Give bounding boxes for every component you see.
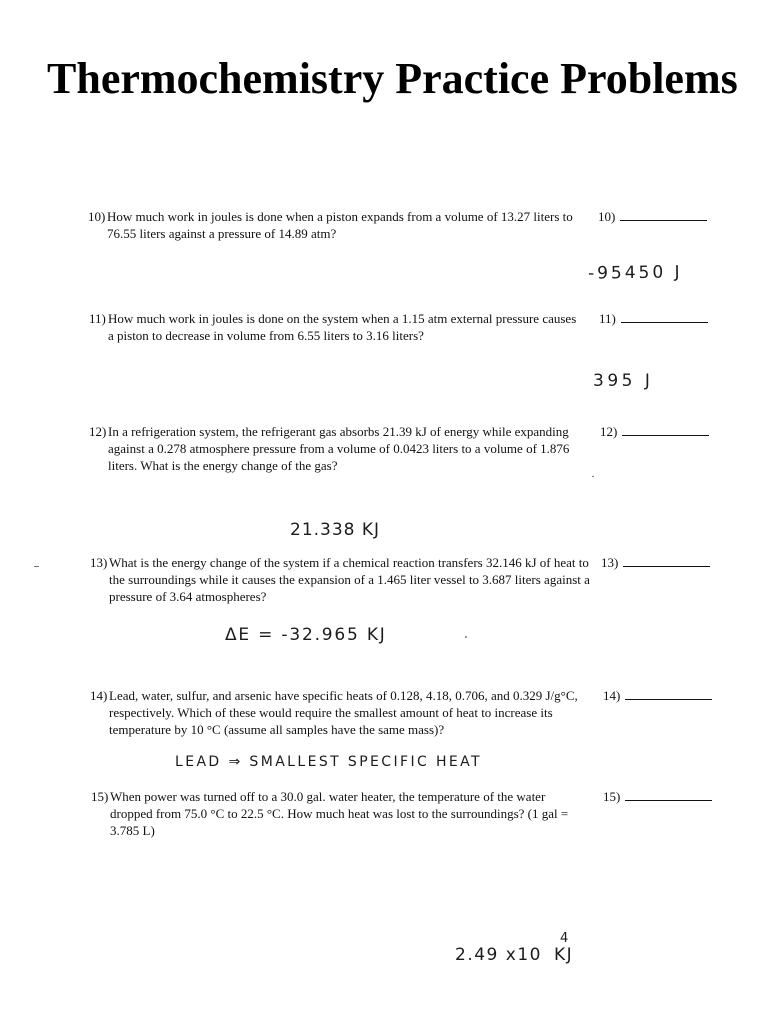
problem-14 <box>90 687 578 738</box>
handwritten-answer-12: 21.338 KJ <box>290 520 381 540</box>
answer-label: 10) <box>598 209 616 224</box>
problem-text: Lead, water, sulfur, and arsenic have specific heats of 0.128, 4.18, 0.706, and 0.329 J/g°C, <box>109 688 578 703</box>
problem-line: 3.785 L) <box>110 823 155 838</box>
handwritten-answer-15: 2.49 x104KJ <box>455 931 574 965</box>
answer-slot-15 <box>603 788 712 805</box>
problem-line: liters. What is the energy change of the gas? <box>108 458 338 473</box>
page-title: Thermochemistry Practice Problems <box>47 54 738 103</box>
answer-blank-line <box>620 212 707 221</box>
problem-line <box>91 788 568 805</box>
problem-line: against a 0.278 atmosphere pressure from a volume of 0.0423 liters to a volume of 1.876 <box>108 441 570 456</box>
problem-13 <box>90 554 590 605</box>
handwritten-answer-value: 2.49 x10 <box>455 945 542 965</box>
problem-line <box>90 687 578 704</box>
answer-slot-13 <box>601 554 710 571</box>
answer-blank-line <box>621 314 708 323</box>
problem-line <box>88 208 573 225</box>
answer-blank-line <box>625 691 712 700</box>
problem-line: 76.55 liters against a pressure of 14.89 atm? <box>107 226 337 241</box>
problem-line: the surroundings while it causes the expansion of a 1.465 liter vessel to 3.687 liters against a <box>109 572 590 587</box>
answer-blank-line <box>623 558 710 567</box>
problem-number: 13) <box>90 555 108 570</box>
problem-12 <box>89 423 569 474</box>
handwritten-answer-13: ΔE = -32.965 KJ <box>225 625 387 645</box>
answer-slot-12 <box>600 423 709 440</box>
problem-line <box>89 423 569 440</box>
answer-slot-14 <box>603 687 712 704</box>
answer-slot-11 <box>599 310 708 327</box>
handwritten-answer-unit: KJ <box>553 945 574 965</box>
handwritten-answer-11: 395 J <box>593 371 654 391</box>
problem-number: 15) <box>91 789 109 804</box>
answer-blank-line <box>622 427 709 436</box>
problem-line: respectively. Which of these would require the smallest amount of heat to increase its <box>109 705 553 720</box>
problem-line: dropped from 75.0 °C to 22.5 °C. How much heat was lost to the surroundings? (1 gal = <box>110 806 569 821</box>
problem-line: a piston to decrease in volume from 6.55 liters to 3.16 liters? <box>108 328 424 343</box>
problem-number: 10) <box>88 209 106 224</box>
handwritten-answer-10: -95450 J <box>587 262 683 284</box>
problem-text: How much work in joules is done when a piston expands from a volume of 13.27 liters to <box>107 209 573 224</box>
problem-number: 12) <box>89 424 107 439</box>
problem-text: How much work in joules is done on the system when a 1.15 atm external pressure causes <box>108 311 577 326</box>
scan-speck <box>34 566 39 567</box>
problem-11 <box>89 310 576 344</box>
problem-line <box>89 310 576 327</box>
problem-line: pressure of 3.64 atmospheres? <box>109 589 267 604</box>
answer-label: 14) <box>603 688 621 703</box>
answer-label: 13) <box>601 555 619 570</box>
answer-label: 12) <box>600 424 618 439</box>
answer-blank-line <box>625 792 712 801</box>
problem-line <box>90 554 590 571</box>
answer-label: 11) <box>599 311 616 326</box>
problem-text: When power was turned off to a 30.0 gal. water heater, the temperature of the water <box>110 789 546 804</box>
problem-number: 11) <box>89 311 106 326</box>
answer-label: 15) <box>603 789 621 804</box>
scan-speck <box>592 476 594 477</box>
problem-text: What is the energy change of the system if a chemical reaction transfers 32.146 kJ of heat to <box>109 555 589 570</box>
problem-line: temperature by 10 °C (assume all samples have the same mass)? <box>109 722 445 737</box>
problem-15 <box>91 788 568 839</box>
problem-text: In a refrigeration system, the refrigerant gas absorbs 21.39 kJ of energy while expanding <box>108 424 569 439</box>
problem-10 <box>88 208 573 242</box>
scan-speck <box>465 636 467 638</box>
problem-number: 14) <box>90 688 108 703</box>
answer-slot-10 <box>598 208 707 225</box>
handwritten-answer-14: LEAD ⇒ SMALLEST SPECIFIC HEAT <box>175 754 483 770</box>
